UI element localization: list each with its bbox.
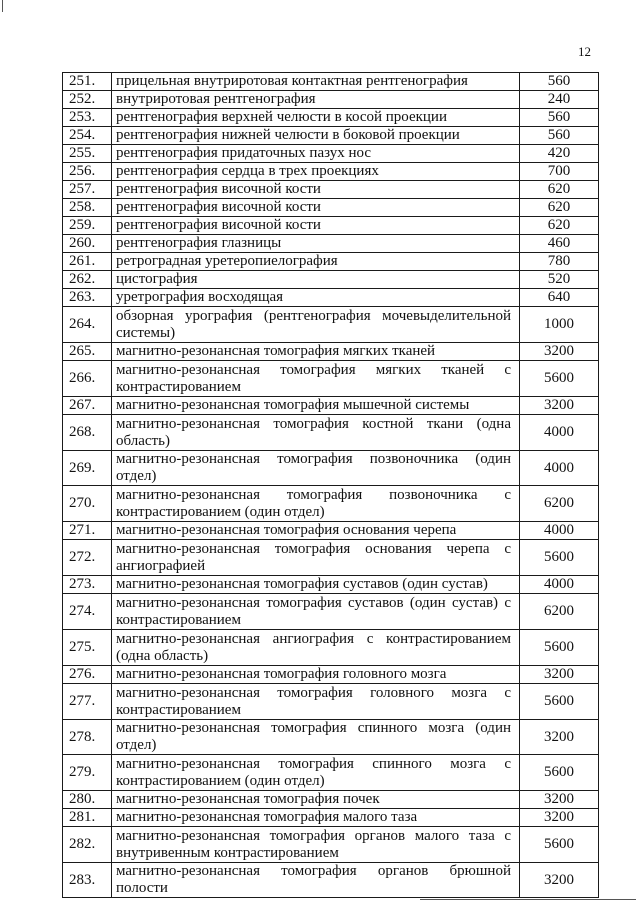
service-price: 5600 bbox=[520, 540, 599, 576]
row-number: 251. bbox=[63, 73, 112, 91]
row-number: 270. bbox=[63, 486, 112, 522]
service-name: внутриротовая рентгенография bbox=[112, 91, 520, 109]
service-price: 4000 bbox=[520, 415, 599, 451]
service-name: рентгенография верхней челюсти в косой проекции bbox=[112, 109, 520, 127]
service-price: 4000 bbox=[520, 576, 599, 594]
service-price: 460 bbox=[520, 235, 599, 253]
row-number: 265. bbox=[63, 343, 112, 361]
table-row bbox=[63, 486, 599, 522]
service-name: магнитно-резонансная томография почек bbox=[112, 791, 520, 809]
service-name: магнитно-резонансная томография органов малого таза с внутривенным контрастированием bbox=[112, 827, 520, 863]
price-table bbox=[62, 72, 599, 898]
service-price: 3200 bbox=[520, 666, 599, 684]
service-price: 520 bbox=[520, 271, 599, 289]
service-price: 3200 bbox=[520, 720, 599, 755]
service-price: 420 bbox=[520, 145, 599, 163]
table-row bbox=[63, 397, 599, 415]
row-number: 254. bbox=[63, 127, 112, 145]
row-number: 269. bbox=[63, 451, 112, 486]
service-price: 3200 bbox=[520, 863, 599, 898]
table-row bbox=[63, 630, 599, 666]
row-number: 262. bbox=[63, 271, 112, 289]
service-price: 5600 bbox=[520, 630, 599, 666]
row-number: 278. bbox=[63, 720, 112, 755]
row-number: 275. bbox=[63, 630, 112, 666]
service-name: рентгенография височной кости bbox=[112, 217, 520, 235]
service-name: магнитно-резонансная томография суставов (один сустав) bbox=[112, 576, 520, 594]
table-row bbox=[63, 199, 599, 217]
service-price: 4000 bbox=[520, 522, 599, 540]
row-number: 276. bbox=[63, 666, 112, 684]
service-price: 3200 bbox=[520, 397, 599, 415]
service-name: магнитно-резонансная томография малого таза bbox=[112, 809, 520, 827]
service-name: магнитно-резонансная томография спинного мозга с контрастированием (один отдел) bbox=[112, 755, 520, 791]
service-price: 780 bbox=[520, 253, 599, 271]
service-price: 5600 bbox=[520, 827, 599, 863]
row-number: 261. bbox=[63, 253, 112, 271]
table-row bbox=[63, 217, 599, 235]
table-row bbox=[63, 755, 599, 791]
row-number: 256. bbox=[63, 163, 112, 181]
table-row bbox=[63, 827, 599, 863]
service-price: 4000 bbox=[520, 451, 599, 486]
service-price: 5600 bbox=[520, 684, 599, 720]
row-number: 252. bbox=[63, 91, 112, 109]
service-price: 620 bbox=[520, 181, 599, 199]
service-name: рентгенография нижней челюсти в боковой проекции bbox=[112, 127, 520, 145]
service-name: обзорная урография (рентгенография мочевыделительной системы) bbox=[112, 307, 520, 343]
service-name: ретроградная уретеропиелография bbox=[112, 253, 520, 271]
row-number: 263. bbox=[63, 289, 112, 307]
service-price: 3200 bbox=[520, 791, 599, 809]
row-number: 273. bbox=[63, 576, 112, 594]
service-name: магнитно-резонансная томография спинного мозга (один отдел) bbox=[112, 720, 520, 755]
service-name: рентгенография височной кости bbox=[112, 199, 520, 217]
row-number: 282. bbox=[63, 827, 112, 863]
table-row bbox=[63, 451, 599, 486]
row-number: 268. bbox=[63, 415, 112, 451]
service-name: магнитно-резонансная томография мышечной системы bbox=[112, 397, 520, 415]
table-row bbox=[63, 181, 599, 199]
row-number: 283. bbox=[63, 863, 112, 898]
service-price: 640 bbox=[520, 289, 599, 307]
table-row bbox=[63, 863, 599, 898]
service-name: магнитно-резонансная томография органов брюшной полости bbox=[112, 863, 520, 898]
table-row bbox=[63, 522, 599, 540]
service-price: 3200 bbox=[520, 809, 599, 827]
service-name: магнитно-резонансная томография мягких тканей bbox=[112, 343, 520, 361]
row-number: 264. bbox=[63, 307, 112, 343]
table-row bbox=[63, 540, 599, 576]
service-price: 5600 bbox=[520, 361, 599, 397]
page-number: 12 bbox=[578, 44, 591, 59]
row-number: 271. bbox=[63, 522, 112, 540]
row-number: 257. bbox=[63, 181, 112, 199]
table-row bbox=[63, 109, 599, 127]
service-price: 1000 bbox=[520, 307, 599, 343]
service-name: рентгенография височной кости bbox=[112, 181, 520, 199]
table-row bbox=[63, 127, 599, 145]
table-row bbox=[63, 594, 599, 630]
service-price: 620 bbox=[520, 199, 599, 217]
service-name: магнитно-резонансная ангиография с контрастированием (одна область) bbox=[112, 630, 520, 666]
table-row bbox=[63, 720, 599, 755]
row-number: 259. bbox=[63, 217, 112, 235]
service-price: 700 bbox=[520, 163, 599, 181]
row-number: 279. bbox=[63, 755, 112, 791]
service-price: 6200 bbox=[520, 486, 599, 522]
table-row bbox=[63, 809, 599, 827]
service-name: магнитно-резонансная томография позвоночника с контрастированием (один отдел) bbox=[112, 486, 520, 522]
row-number: 255. bbox=[63, 145, 112, 163]
service-name: магнитно-резонансная томография мягких тканей с контрастированием bbox=[112, 361, 520, 397]
service-name: магнитно-резонансная томография головного мозга bbox=[112, 666, 520, 684]
service-name: магнитно-резонансная томография позвоночника (один отдел) bbox=[112, 451, 520, 486]
table-row bbox=[63, 684, 599, 720]
service-name: магнитно-резонансная томография головного мозга с контрастированием bbox=[112, 684, 520, 720]
service-name: магнитно-резонансная томография основания черепа с ангиографией bbox=[112, 540, 520, 576]
service-name: уретрография восходящая bbox=[112, 289, 520, 307]
table-row bbox=[63, 576, 599, 594]
table-row bbox=[63, 163, 599, 181]
table-row bbox=[63, 666, 599, 684]
table-row bbox=[63, 73, 599, 91]
row-number: 253. bbox=[63, 109, 112, 127]
row-number: 258. bbox=[63, 199, 112, 217]
service-price: 240 bbox=[520, 91, 599, 109]
price-table-body bbox=[63, 73, 599, 898]
service-name: магнитно-резонансная томография костной ткани (одна область) bbox=[112, 415, 520, 451]
service-name: магнитно-резонансная томография основания черепа bbox=[112, 522, 520, 540]
table-row bbox=[63, 271, 599, 289]
table-row bbox=[63, 145, 599, 163]
service-name: рентгенография сердца в трех проекциях bbox=[112, 163, 520, 181]
table-row bbox=[63, 253, 599, 271]
service-price: 6200 bbox=[520, 594, 599, 630]
table-row bbox=[63, 91, 599, 109]
row-number: 274. bbox=[63, 594, 112, 630]
service-name: прицельная внутриротовая контактная рентгенография bbox=[112, 73, 520, 91]
footer-rule bbox=[420, 899, 636, 900]
row-number: 260. bbox=[63, 235, 112, 253]
service-price: 620 bbox=[520, 217, 599, 235]
row-number: 272. bbox=[63, 540, 112, 576]
scan-edge-mark bbox=[2, 0, 3, 12]
service-name: цистография bbox=[112, 271, 520, 289]
row-number: 266. bbox=[63, 361, 112, 397]
service-name: рентгенография придаточных пазух нос bbox=[112, 145, 520, 163]
table-row bbox=[63, 361, 599, 397]
row-number: 280. bbox=[63, 791, 112, 809]
table-row bbox=[63, 343, 599, 361]
table-row bbox=[63, 307, 599, 343]
table-row bbox=[63, 289, 599, 307]
table-row bbox=[63, 415, 599, 451]
service-name: магнитно-резонансная томография суставов (один сустав) с контрастированием bbox=[112, 594, 520, 630]
service-price: 3200 bbox=[520, 343, 599, 361]
service-price: 5600 bbox=[520, 755, 599, 791]
service-name: рентгенография глазницы bbox=[112, 235, 520, 253]
service-price: 560 bbox=[520, 127, 599, 145]
row-number: 267. bbox=[63, 397, 112, 415]
service-price: 560 bbox=[520, 109, 599, 127]
service-price: 560 bbox=[520, 73, 599, 91]
row-number: 277. bbox=[63, 684, 112, 720]
row-number: 281. bbox=[63, 809, 112, 827]
table-row bbox=[63, 235, 599, 253]
table-row bbox=[63, 791, 599, 809]
